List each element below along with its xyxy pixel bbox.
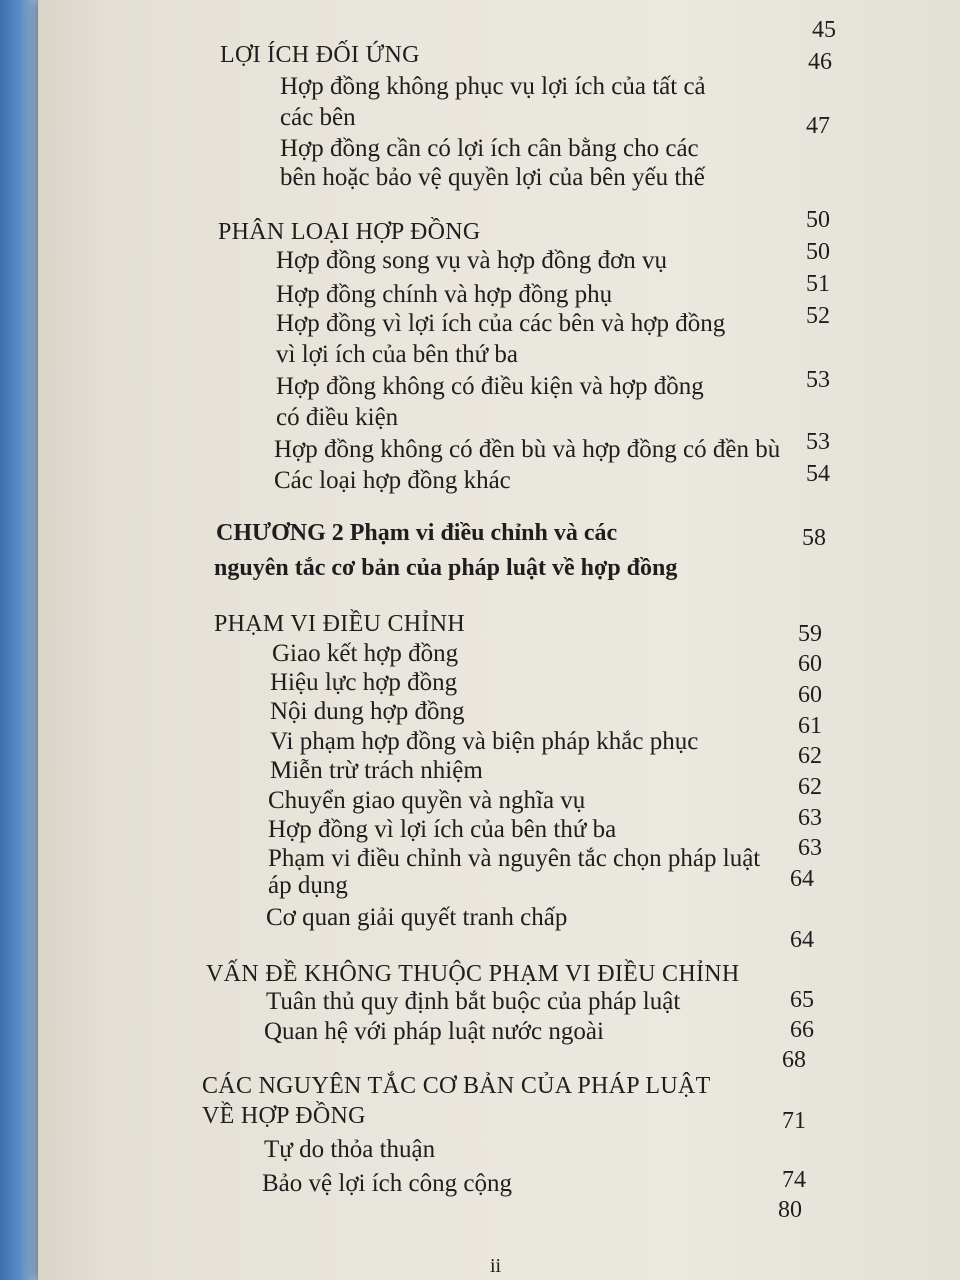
toc-entry: Hiệu lực hợp đồng bbox=[270, 669, 458, 696]
toc-page-number: 65 bbox=[790, 987, 814, 1013]
toc-page-number: 64 bbox=[790, 927, 814, 953]
toc-entry: có điều kiện bbox=[276, 404, 399, 431]
toc-page-number: 63 bbox=[798, 835, 822, 861]
toc-entry: Hợp đồng vì lợi ích của bên thứ ba bbox=[268, 816, 617, 843]
toc-page-number: 68 bbox=[782, 1047, 806, 1073]
toc-entry: Quan hệ với pháp luật nước ngoài bbox=[264, 1018, 604, 1045]
toc-section-heading: PHẠM VI ĐIỀU CHỈNH bbox=[214, 611, 465, 637]
toc-entry: Miễn trừ trách nhiệm bbox=[270, 757, 483, 784]
toc-entry: Chuyển giao quyền và nghĩa vụ bbox=[268, 787, 586, 814]
toc-entry: Hợp đồng không có đền bù và hợp đồng có đền bù bbox=[274, 436, 781, 463]
toc-page-number: 52 bbox=[806, 303, 830, 329]
toc-chapter-heading: CHƯƠNG 2 Phạm vi điều chỉnh và các bbox=[216, 520, 618, 546]
toc-entry: Vi phạm hợp đồng và biện pháp khắc phục bbox=[270, 728, 699, 755]
toc-page-number: 50 bbox=[806, 207, 830, 233]
toc-page-number: 63 bbox=[798, 805, 822, 831]
toc-page-number: 62 bbox=[798, 743, 822, 769]
toc-entry: Tuân thủ quy định bắt buộc của pháp luật bbox=[266, 988, 681, 1015]
toc-section-heading: VẤN ĐỀ KHÔNG THUỘC PHẠM VI ĐIỀU CHỈNH bbox=[206, 961, 740, 987]
toc-section-heading: CÁC NGUYÊN TẮC CƠ BẢN CỦA PHÁP LUẬT bbox=[202, 1073, 711, 1099]
toc-page-number: 62 bbox=[798, 774, 822, 800]
toc-entry: Bảo vệ lợi ích công cộng bbox=[262, 1170, 512, 1197]
toc-entry: Tự do thỏa thuận bbox=[264, 1136, 436, 1163]
toc-entry: Hợp đồng chính và hợp đồng phụ bbox=[276, 281, 613, 308]
toc-entry: Hợp đồng song vụ và hợp đồng đơn vụ bbox=[276, 247, 668, 274]
toc-section-heading: VỀ HỢP ĐỒNG bbox=[202, 1103, 366, 1129]
toc-page-number: 53 bbox=[806, 367, 830, 393]
toc-page-number: 74 bbox=[782, 1167, 806, 1193]
toc-page-number: 46 bbox=[808, 49, 832, 75]
toc-page-number: 50 bbox=[806, 239, 830, 265]
toc-page-number: 58 bbox=[802, 525, 826, 551]
toc-entry: Phạm vi điều chỉnh và nguyên tắc chọn pháp luật bbox=[268, 845, 761, 872]
toc-entry: Nội dung hợp đồng bbox=[270, 698, 465, 725]
toc-entry: Giao kết hợp đồng bbox=[272, 640, 459, 667]
page-footer-number: ii bbox=[490, 1255, 502, 1277]
toc-entry: Hợp đồng cần có lợi ích cân bằng cho các bbox=[280, 135, 699, 162]
toc-page-number: 51 bbox=[806, 271, 830, 297]
toc-page bbox=[38, 0, 960, 1280]
toc-page-number: 64 bbox=[790, 866, 814, 892]
toc-entry: bên hoặc bảo vệ quyền lợi của bên yếu thế bbox=[280, 164, 705, 191]
toc-section-heading: LỢI ÍCH ĐỐI ỨNG bbox=[220, 42, 420, 68]
toc-page-number: 80 bbox=[778, 1197, 802, 1223]
toc-entry: các bên bbox=[280, 104, 356, 131]
toc-section-heading: PHÂN LOẠI HỢP ĐỒNG bbox=[218, 219, 481, 245]
toc-entry: Cơ quan giải quyết tranh chấp bbox=[266, 904, 568, 931]
toc-page-number: 60 bbox=[798, 682, 822, 708]
toc-page-number: 59 bbox=[798, 621, 822, 647]
toc-entry: Hợp đồng không phục vụ lợi ích của tất cả bbox=[280, 73, 706, 100]
toc-entry: Hợp đồng không có điều kiện và hợp đồng bbox=[276, 373, 704, 400]
toc-page-number: 45 bbox=[812, 17, 836, 43]
toc-page-number: 60 bbox=[798, 651, 822, 677]
toc-entry: vì lợi ích của bên thứ ba bbox=[276, 341, 518, 368]
toc-page-number: 71 bbox=[782, 1108, 806, 1134]
toc-page-number: 54 bbox=[806, 461, 830, 487]
toc-entry: áp dụng bbox=[268, 872, 348, 899]
toc-entry: Hợp đồng vì lợi ích của các bên và hợp đồng bbox=[276, 310, 726, 337]
toc-page-number: 47 bbox=[806, 113, 830, 139]
toc-page-number: 66 bbox=[790, 1017, 814, 1043]
toc-chapter-heading: nguyên tắc cơ bản của pháp luật về hợp đồng bbox=[214, 555, 678, 581]
toc-entry: Các loại hợp đồng khác bbox=[274, 467, 511, 494]
toc-page-number: 53 bbox=[806, 429, 830, 455]
toc-page-number: 61 bbox=[798, 713, 822, 739]
